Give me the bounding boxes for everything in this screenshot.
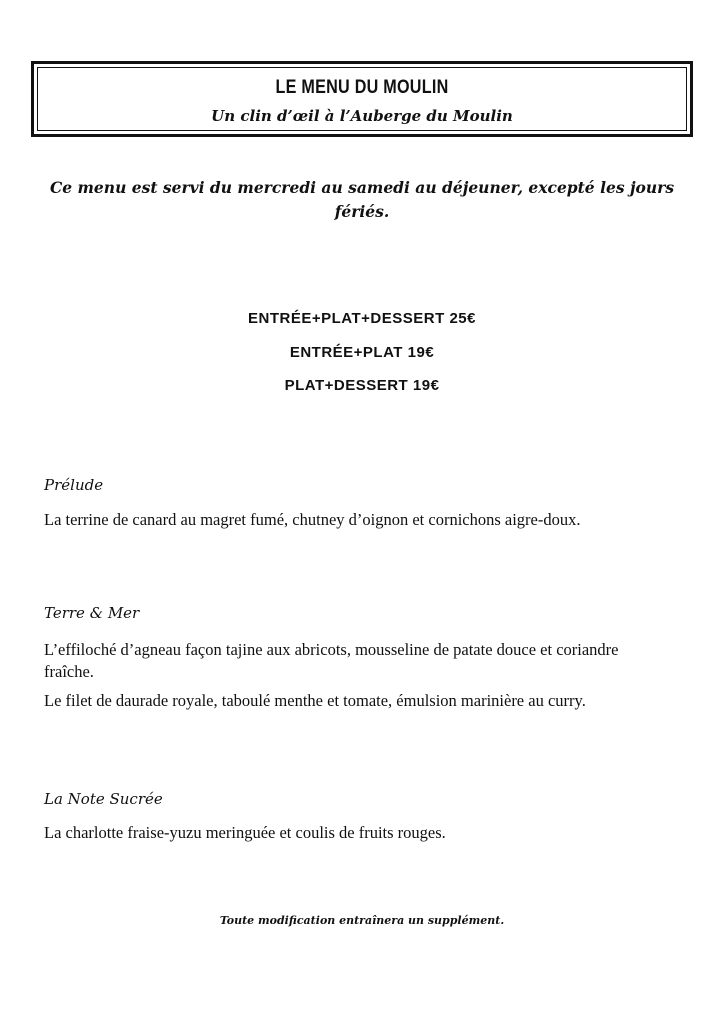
menu-title: LE MENU DU MOULIN: [275, 77, 449, 98]
formula-entree-plat: ENTRÉE+PLAT 19€: [289, 344, 435, 361]
section-title-note-sucree: La Note Sucrée: [44, 790, 163, 808]
dish-item: La terrine de canard au magret fumé, chutney d’oignon et cornichons aigre-doux.: [44, 510, 581, 529]
formula-full: ENTRÉE+PLAT+DESSERT 25€: [248, 310, 476, 327]
dish-item: Le filet de daurade royale, taboulé menthe et tomate, émulsion marinière au curry.: [44, 691, 586, 710]
footer-note: Toute modification entraînera un supplément.: [219, 914, 505, 927]
formula-plat-dessert: PLAT+DESSERT 19€: [284, 377, 440, 394]
header-box: [31, 61, 693, 137]
menu-subtitle: Un clin d’œil à l’Auberge du Moulin: [211, 107, 513, 125]
section-title-prelude: Prélude: [44, 476, 104, 494]
dish-item: L’effiloché d’agneau façon tajine aux abricots, mousseline de patate douce et coriandre fraîche.: [44, 640, 619, 681]
header-inner-border: [37, 67, 687, 131]
intro-text: Ce menu est servi du mercredi au samedi au déjeuner, excepté les jours fériés.: [49, 178, 675, 221]
section-title-terre-mer: Terre & Mer: [44, 604, 140, 622]
dish-item: La charlotte fraise-yuzu meringuée et coulis de fruits rouges.: [44, 823, 446, 842]
